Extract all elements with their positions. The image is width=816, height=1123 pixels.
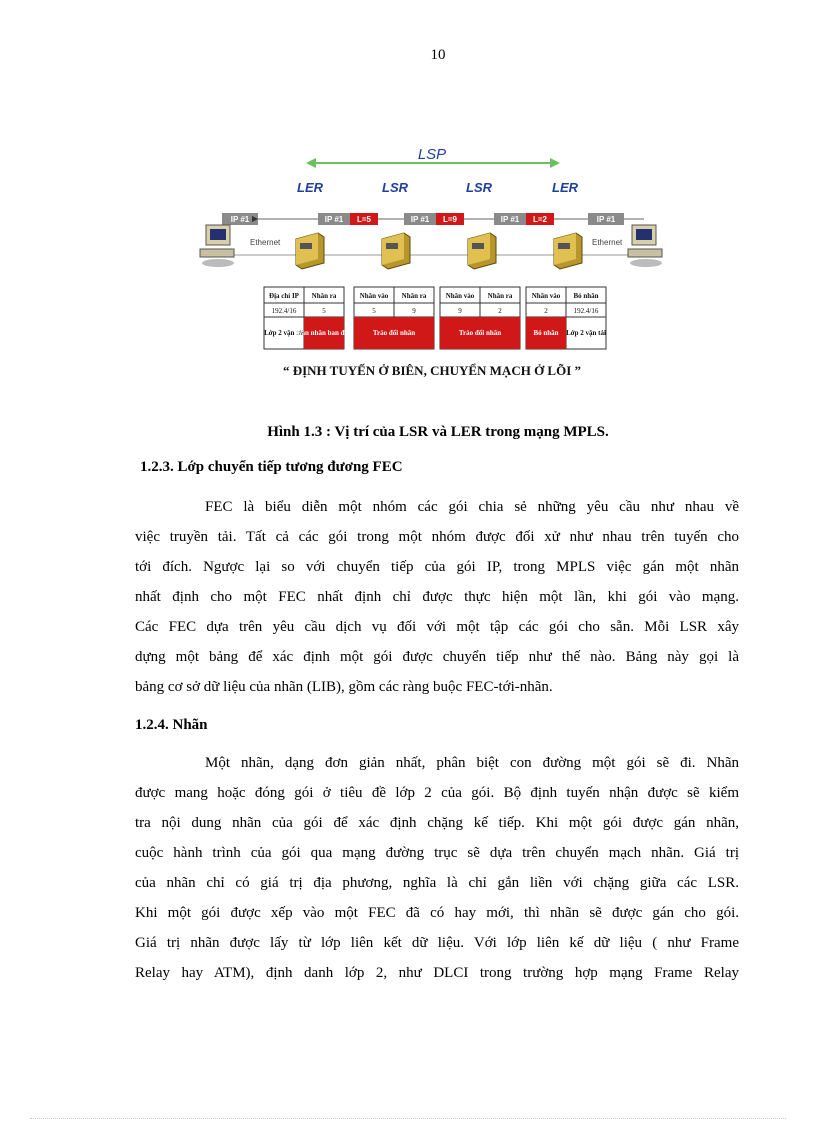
paragraph-line: dựng một bảng để xác định một gói được chuyển tiếp như thế nào. Bảng này gọi là xyxy=(135,649,739,665)
lib-table-4-action-1: Bỏ nhãn xyxy=(533,329,559,337)
lib-table-2-header-2: Nhãn ra xyxy=(401,292,427,300)
lib-table-4-header-2: Bỏ nhãn xyxy=(573,292,599,300)
paragraph-line: Một nhãn, dạng đơn giản nhất, phân biệt con đường một gói sẽ đi. Nhãn xyxy=(205,755,739,771)
lib-table-1-header-2: Nhãn ra xyxy=(311,292,337,300)
figure-caption: Hình 1.3 : Vị trí của LSR và LER trong mạng MPLS. xyxy=(267,424,609,440)
node-label-lsr-1: LSR xyxy=(382,180,408,195)
lib-table-3-action: Tráo đổi nhãn xyxy=(458,329,502,337)
node-label-ler-2: LER xyxy=(552,180,578,195)
router-ler-1-icon xyxy=(296,233,324,269)
node-label-lsr-2: LSR xyxy=(466,180,492,195)
paragraph-label xyxy=(135,748,739,988)
paragraph-line: bảng cơ sở dữ liệu của nhãn (LIB), gồm các ràng buộc FEC-tới-nhãn. xyxy=(135,679,553,695)
paragraph-line: Khi một gói được xếp vào một FEC đã có hay mới, thì nhãn sẽ được gán cho gói. xyxy=(135,905,739,921)
lib-table-2-header-1: Nhãn vào xyxy=(359,292,389,300)
paragraph-line: FEC là biểu diễn một nhóm các gói chia sẻ những yêu cầu như nhau về xyxy=(205,499,739,515)
lib-table-3-cell-2: 2 xyxy=(498,307,502,315)
section-heading-label: 1.2.4. Nhãn xyxy=(135,717,208,733)
lib-table-1-cell-2: 5 xyxy=(322,307,326,315)
router-lsr-1-icon xyxy=(382,233,410,269)
ethernet-label-right: Ethernet xyxy=(592,238,623,247)
lib-table-3-cell-1: 9 xyxy=(458,307,462,315)
ethernet-label-left: Ethernet xyxy=(250,238,281,247)
paragraph-line: việc truyền tải. Tất cả các gói trong một nhóm được đối xử như nhau trên tuyến cho xyxy=(135,529,739,545)
lib-table-2-cell-1: 5 xyxy=(372,307,376,315)
router-lsr-2-icon xyxy=(468,233,496,269)
lib-table-2-cell-2: 9 xyxy=(412,307,416,315)
lib-table-3-header-1: Nhãn vào xyxy=(445,292,475,300)
packet-ip-4-label: IP #1 xyxy=(500,215,520,224)
figure-slogan: “ ĐỊNH TUYẾN Ở BIÊN, CHUYỂN MẠCH Ở LÕI ” xyxy=(282,363,582,378)
lib-table-3 xyxy=(440,287,520,349)
paragraph-line: tra nội dung nhãn của gói để xác định chặng kế tiếp. Khi một gói được gán nhãn, xyxy=(135,815,739,831)
lib-table-4-cell-2: 192.4/16 xyxy=(573,307,599,315)
paragraph-line: nhất định cho một FEC nhất định chỉ được thực hiện một lần, khi gói vào mạng. xyxy=(135,589,739,605)
lib-table-1 xyxy=(264,287,352,349)
lib-table-4-action-2: Lớp 2 vận tải xyxy=(566,329,606,337)
lib-table-2 xyxy=(354,287,434,349)
lib-table-1-action-2: Gán nhãn ban đầu xyxy=(296,329,352,337)
label-9-text: L=9 xyxy=(442,215,458,224)
lib-table-2-action: Tráo đổi nhãn xyxy=(372,329,416,337)
lib-table-4 xyxy=(526,287,606,349)
paragraph-line: Relay hay ATM), định danh lớp 2, như DLCI trong trường hợp mạng Frame Relay xyxy=(135,965,739,981)
paragraph-line: của nhãn chỉ có giá trị địa phương, nghĩa là chỉ gắn liền với chặng giữa các LSR. xyxy=(135,875,739,891)
lib-table-1-action-1: Lớp 2 vận tải xyxy=(264,329,304,337)
paragraph-line: Giá trị nhãn được lấy từ lớp liên kết dữ liệu. Với lớp liên kế dữ liệu ( như Frame xyxy=(135,935,739,951)
page-number: 10 xyxy=(430,47,446,63)
paragraph-line: cuộc hành trình của gói qua mạng đường trục sẽ dựa trên chuyển mạch nhãn. Giá trị xyxy=(135,845,739,861)
paragraph-line: Các FEC dựa trên yêu cầu dịch vụ đối với một tập các gói cho sẵn. Mỗi LSR xây xyxy=(135,619,739,635)
section-heading-fec: 1.2.3. Lớp chuyển tiếp tương đương FEC xyxy=(140,459,403,475)
label-2-text: L=2 xyxy=(532,215,548,224)
router-ler-2-icon xyxy=(554,233,582,269)
lib-table-3-header-2: Nhãn ra xyxy=(487,292,513,300)
label-5-text: L=5 xyxy=(356,215,372,224)
node-label-ler-1: LER xyxy=(297,180,323,195)
footer-rule xyxy=(30,1118,786,1119)
packet-ip-2-label: IP #1 xyxy=(324,215,344,224)
packet-ip-5-label: IP #1 xyxy=(596,215,616,224)
lsp-label: LSP xyxy=(417,146,447,163)
packet-ip-3-label: IP #1 xyxy=(410,215,430,224)
lib-table-1-cell-1: 192.4/16 xyxy=(271,307,297,315)
paragraph-fec xyxy=(135,492,739,702)
mpls-figure xyxy=(192,137,672,393)
paragraph-line: tới đích. Ngược lại so với chuyển tiếp của gói IP, trong MPLS việc gán một nhãn xyxy=(135,559,739,575)
lib-table-1-header-1: Địa chỉ IP xyxy=(269,292,299,300)
lib-table-4-cell-1: 2 xyxy=(544,307,548,315)
packet-ip-1-label: IP #1 xyxy=(230,215,250,224)
paragraph-line: được mang hoặc đóng gói ở tiêu đề lớp 2 của gói. Bộ định tuyến nhận được sẽ kiểm xyxy=(135,785,739,801)
lib-table-4-header-1: Nhãn vào xyxy=(531,292,561,300)
mpls-diagram xyxy=(192,137,672,393)
